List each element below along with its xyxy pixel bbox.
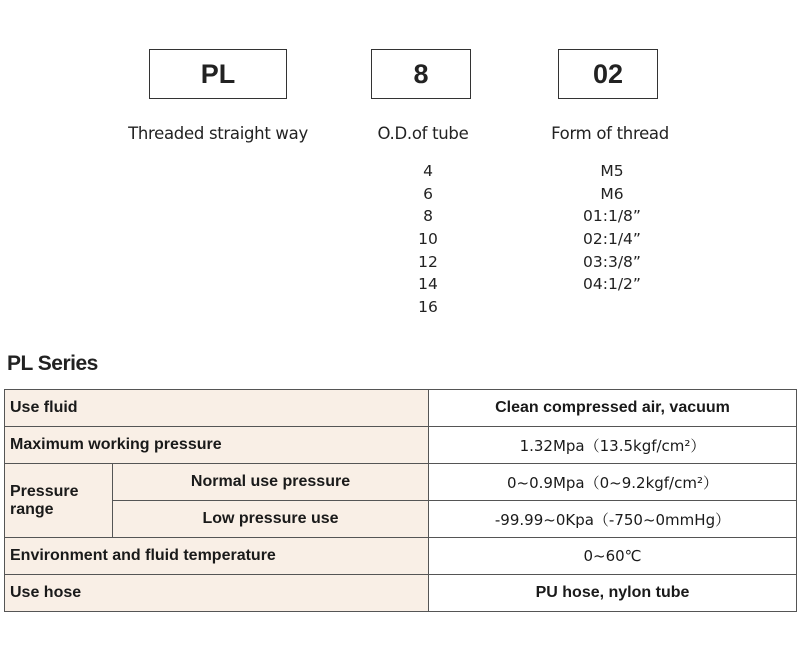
code-box-thread: 02 [558,49,658,99]
od-option: 16 [418,298,438,317]
spec-label: Use hose [5,575,429,612]
od-option: 14 [418,275,438,294]
thread-option: 03:3/8” [583,252,641,271]
thread-options-list [562,160,662,296]
spec-sublabel: Normal use pressure [113,464,429,501]
od-option: 10 [418,230,438,249]
table-row [5,390,797,427]
code-box-od: 8 [371,49,471,99]
od-option: 12 [418,252,438,271]
od-option: 6 [423,184,433,203]
table-row [5,427,797,464]
thread-option: 01:1/8” [583,207,641,226]
spec-value: 1.32Mpa（13.5kgf/cm²） [429,427,797,464]
spec-value: 0~60℃ [429,538,797,575]
spec-label: Environment and fluid temperature [5,538,429,575]
spec-value: 0~0.9Mpa（0~9.2kgf/cm²） [429,464,797,501]
thread-option: 04:1/2” [583,275,641,294]
spec-value: Clean compressed air, vacuum [429,390,797,427]
table-row [5,501,797,538]
spec-sublabel: Low pressure use [113,501,429,538]
thread-option: 02:1/4” [583,230,641,249]
od-option: 4 [423,162,433,180]
table-row [5,464,797,501]
caption-od: O.D.of tube [377,124,469,143]
spec-table [4,389,797,612]
spec-value: -99.99~0Kpa（-750~0mmHg） [429,501,797,538]
spec-label: Maximum working pressure [5,427,429,464]
table-row [5,575,797,612]
od-options-list [396,160,460,319]
caption-thread: Form of thread [551,124,669,143]
series-title: PL Series [7,352,98,375]
code-box-type: PL [149,49,287,99]
caption-type: Threaded straight way [128,124,308,143]
spec-value: PU hose, nylon tube [429,575,797,612]
thread-option: M6 [600,184,624,203]
od-option: 8 [423,207,433,226]
spec-label: Pressure range [5,464,113,538]
table-row [5,538,797,575]
spec-label: Use fluid [5,390,429,427]
thread-option: M5 [600,162,624,180]
